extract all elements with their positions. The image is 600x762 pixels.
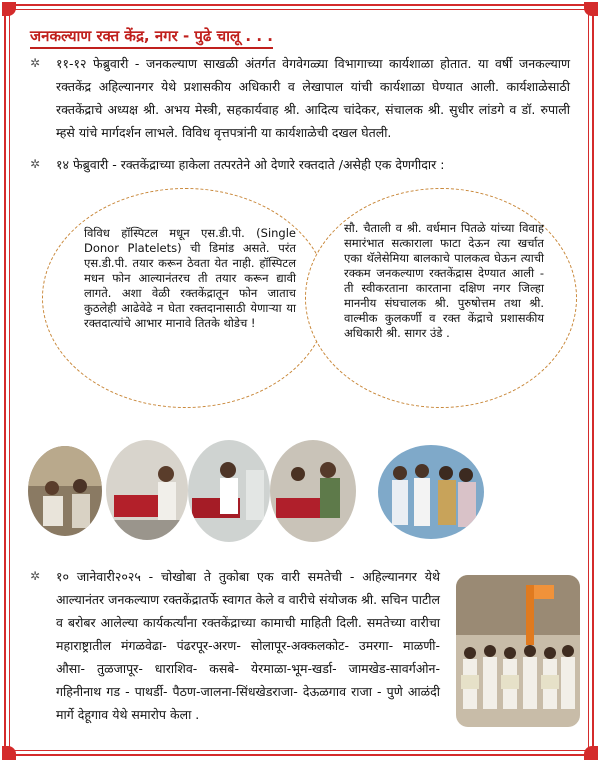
bubble-right-text: सौ. चैताली व श्री. वर्धमान पितळे यांच्या विवाह समारंभात सत्काराला फाटा देऊन त्या खर्चात एका थॅलेसेमिया बालकाचे पालकत्व घेऊन त्याची रक्कम जनकल्याण रक्तकेंद्रास देण्यात आली - ती स्वीकरताना कारताना दक्षिण नगर जिल्हा माननीय संघचालक श्री. पुरुषोत्तम तथा श्री. वाल्मीक कुलकर्णी व रक्त केंद्राचे प्रशासकीय अधिकारी श्री. सागर उंडे .: [344, 221, 544, 340]
corner-ornament-top-right: [584, 2, 598, 16]
photo-wedding-donation: [378, 445, 484, 539]
photo-donation-4: [270, 440, 356, 542]
paragraph-wari: [30, 565, 440, 726]
corner-ornament-bottom-left: [2, 746, 16, 760]
bullet-icon: ✲: [30, 157, 41, 171]
photo-wari-group: [456, 575, 580, 727]
paragraph-workshop-text: ११-१२ फेब्रुवारी - जनकल्याण साखळी अंतर्गत वेगवेगळ्या विभागाच्या कार्यशाळा होतात. या वर्षी जनकल्याण रक्तकेंद्र अहिल्यानगर येथे प्रशासकीय अधिकारी व लेखापाल यांची कार्यशाळा घेण्यात आली. कार्यशाळेसाठी रक्तकेंद्राचे अध्यक्ष श्री. अभय मेस्त्री, सहकार्यवाह श्री. आदित्य चांदेकर, संचालक श्री. सुधीर लांडगे व डॉ. रुपाली म्हसे यांचे मार्गदर्शन लाभले. विविध वृत्तपत्रांनी या कार्यशाळेची दखल घेतली.: [56, 56, 570, 140]
bubble-left-text: विविध हॉस्पिटल मधून एस.डी.पी. (Single Donor Platelets) ची डिमांड असते. परंत एस.डी.पी. तयार करून ठेवता येत नाही. हॉस्पिटल मधन फोन आल्यानंतरच ती तयार करून द्यावी लागते. अशा वेळी रक्तकेंद्रातून फोन जाताच कुठलेही आढेवेढे न घेता रक्तदानासाठी येणाऱ्या या रक्तदात्यांचे आभार मानावे तितके थोडेच !: [84, 226, 296, 330]
paragraph-workshop: [30, 52, 570, 144]
photo-donation-3: [188, 440, 270, 542]
paragraph-donors-heading-text: १४ फेब्रुवारी - रक्तकेंद्राच्या हाकेला तत्परतेने ओ देणारे रक्तदाते /असेही एक देणगीदार :: [56, 157, 445, 172]
corner-ornament-bottom-right: [584, 746, 598, 760]
photo-donation-2: [106, 440, 188, 540]
photo-donation-1: [28, 446, 102, 536]
paragraph-donors-heading: [30, 153, 570, 176]
bullet-icon: ✲: [30, 56, 41, 70]
paragraph-wari-text: १० जानेवारी२०२५ - चोखोबा ते तुकोबा एक वारी समतेची - अहिल्यानगर येथे आल्यानंतर जनकल्याण रक्तकेंद्रातर्फे स्वागत केले व वारीचे संयोजक श्री. सचिन पाटील व बरोबर आलेल्या कार्यकर्त्यांना रक्तकेंद्राच्या कामाची माहिती दिली. समतेच्या वारीचा महाराष्ट्रातील मंगळवेढा- पंढरपूर-अरण- सोलापूर-अक्कलकोट- उमरगा- माळणी- औसा- तुळजापूर- धाराशिव- कसबे- येरमाळा-भूम-खर्डा- जामखेड-सावर्गओन-गहिनीनाथ गड - पाथर्डी- पैठण-जालना-सिंधखेडराजा- देऊळगाव राजा - पुणे आळंदी मार्गे देहूगाव येथे समारोप केला .: [56, 569, 440, 722]
page-title: जनकल्याण रक्त केंद्र, नगर - पुढे चालू . . .: [30, 26, 273, 49]
bullet-icon: ✲: [30, 569, 41, 583]
